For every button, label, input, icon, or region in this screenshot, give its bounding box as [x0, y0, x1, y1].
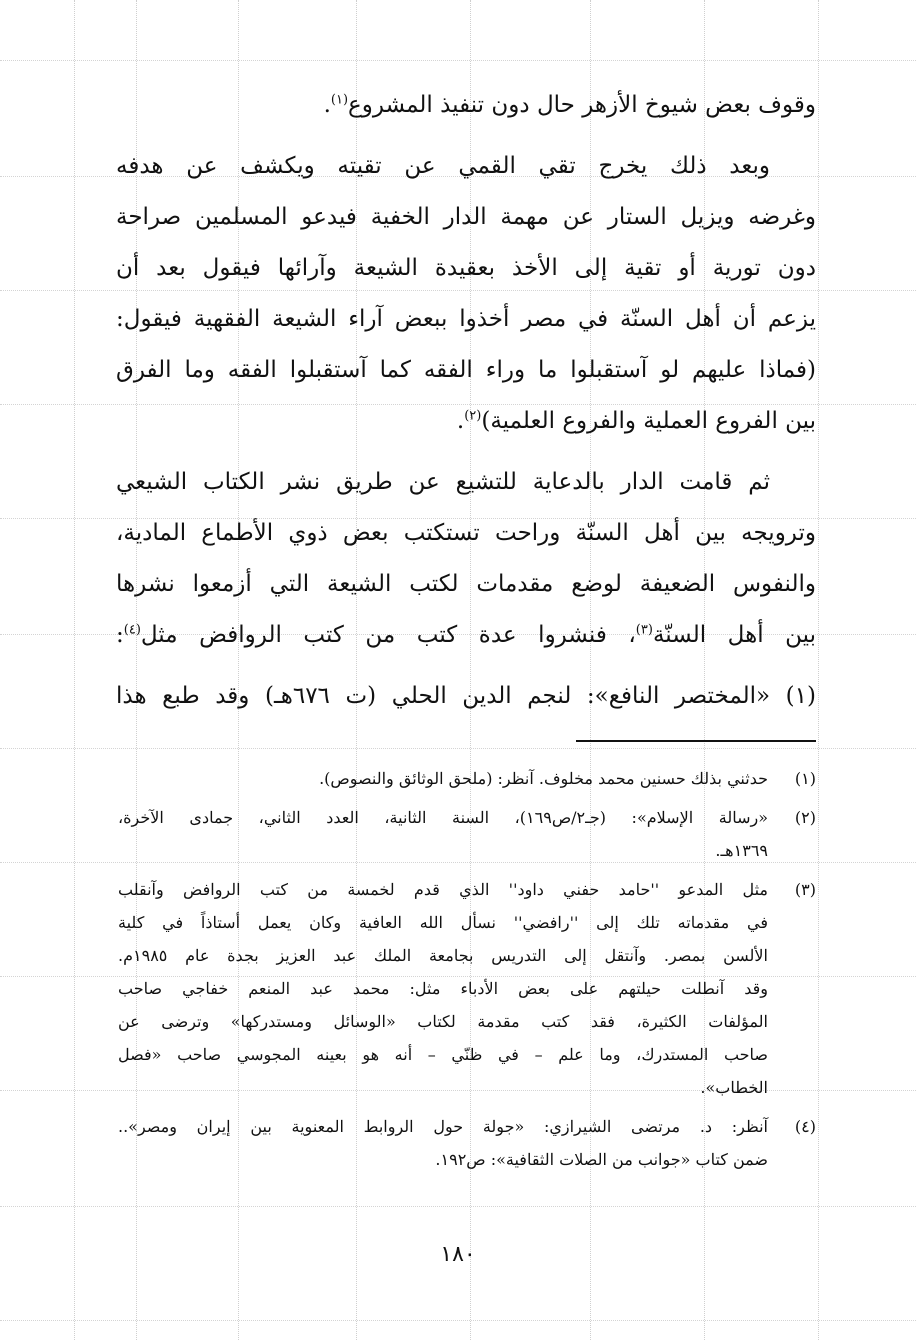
body-line: وقوف بعض شيوخ الأزهر حال دون تنفيذ المشروع$^{(١)}$.	[323, 92, 816, 118]
footnote-item	[118, 1110, 816, 1176]
scan-guide-line	[0, 1320, 916, 1321]
body-line: (فماذا عليهم لو آستقبلوا ما وراء الفقه كما آستقبلوا الفقه وما الفرق	[116, 357, 816, 383]
footnote-item	[118, 762, 816, 795]
footnote-separator	[576, 740, 816, 742]
footnotes	[118, 762, 816, 1182]
footnote-line: صاحب المستدرك، وما علم – في ظنّي – أنه هو بعينه المجوسي صاحب «فصل	[118, 1045, 768, 1064]
body-line: (١) «المختصر النافع»: لنجم الدين الحلي (ت ٦٧٦هـ) وقد طبع هذا	[116, 683, 817, 709]
footnote-item	[118, 801, 816, 867]
body-line: بين أهل السنّة$^{(٣)}$، فنشروا عدة كتب من كتب الروافض مثل$^{(٤)}$:	[116, 622, 816, 648]
page-number: ١٨٠	[440, 1242, 476, 1267]
footnote-line: ١٣٦٩هـ.	[715, 841, 768, 860]
footnote-number: (٤)	[794, 1117, 816, 1136]
scan-guide-line	[818, 0, 819, 1340]
body-line: وبعد ذلك يخرج تقي القمي عن تقيته ويكشف عن هدفه	[116, 153, 770, 179]
footnote-text	[118, 1110, 768, 1176]
footnote-line: في مقدماته تلك إلى ''رافضي'' نسأل الله العافية وكان يعمل أستاذاً في كلية	[118, 913, 768, 932]
footnote-text	[118, 762, 768, 795]
footnote-ref[interactable]: (١)	[330, 92, 349, 108]
body-line: والنفوس الضعيفة لوضع مقدمات لكتب الشيعة التي أزمعوا نشرها	[116, 571, 816, 597]
footnote-line: «رسالة الإسلام»: (جـ٢/ص١٦٩)، السنة الثانية، العدد الثاني، جمادى الآخرة،	[118, 808, 768, 827]
footnote-number: (٢)	[794, 808, 816, 827]
scan-guide-line	[0, 60, 916, 61]
footnote-line: الألسن بمصر. وآنتقل إلى التدريس بجامعة الملك عبد العزيز بجدة عام ١٩٨٥م.	[118, 946, 768, 965]
body-line: دون تورية أو تقية إلى الأخذ بعقيدة الشيعة وآرائها فيقول بعد أن	[116, 255, 816, 281]
footnote-line: ضمن كتاب «جوانب من الصلات الثقافية»: ص١٩٢.	[435, 1150, 768, 1169]
footnote-number: (١)	[794, 769, 816, 788]
scan-guide-line	[0, 1206, 916, 1207]
scan-guide-line	[0, 748, 916, 749]
footnote-line: مثل المدعو ''حامد حفني داود'' الذي قدم لخمسة من كتب الروافض وآنقلب	[118, 880, 769, 899]
footnote-line: وقد آنطلت حيلتهم على بعض الأدباء مثل: محمد عبد المنعم خفاجي صاحب	[118, 979, 768, 998]
footnote-ref[interactable]: (٢)	[464, 408, 482, 424]
footnote-number: (٣)	[794, 880, 816, 899]
body-line: وترويجه بين أهل السنّة وراحت تستكتب بعض ذوي الأطماع المادية،	[116, 520, 816, 546]
footnote-item	[118, 873, 816, 1104]
footnote-line: المؤلفات الكثيرة، فقد كتب مقدمة لكتاب «الوسائل ومستدركها» وترضى عن	[118, 1012, 769, 1031]
body-line: بين الفروع العملية والفروع العلمية)$^{(٢)}$.	[456, 408, 816, 434]
footnote-ref[interactable]: (٤)	[123, 622, 141, 638]
footnote-line: آنظر: د. مرتضى الشيرازي: «جولة حول الروابط المعنوية بين إيران ومصر»..	[118, 1117, 768, 1136]
main-text	[116, 80, 816, 722]
footnote-text	[118, 873, 768, 1104]
scan-guide-line	[74, 0, 75, 1340]
body-line: يزعم أن أهل السنّة في مصر أخذوا ببعض آراء الشيعة الفقهية فيقول:	[116, 306, 816, 332]
body-line: وغرضه ويزيل الستار عن مهمة الدار الخفية فيدعو المسلمين صراحة	[116, 204, 816, 230]
body-line: ثم قامت الدار بالدعاية للتشيع عن طريق نشر الكتاب الشيعي	[116, 469, 770, 495]
footnote-line: حدثني بذلك حسنين محمد مخلوف. آنظر: (ملحق الوثائق والنصوص).	[319, 769, 768, 788]
footnote-line: الخطاب».	[700, 1078, 768, 1097]
footnote-text	[118, 801, 768, 867]
footnote-ref[interactable]: (٣)	[635, 622, 653, 638]
